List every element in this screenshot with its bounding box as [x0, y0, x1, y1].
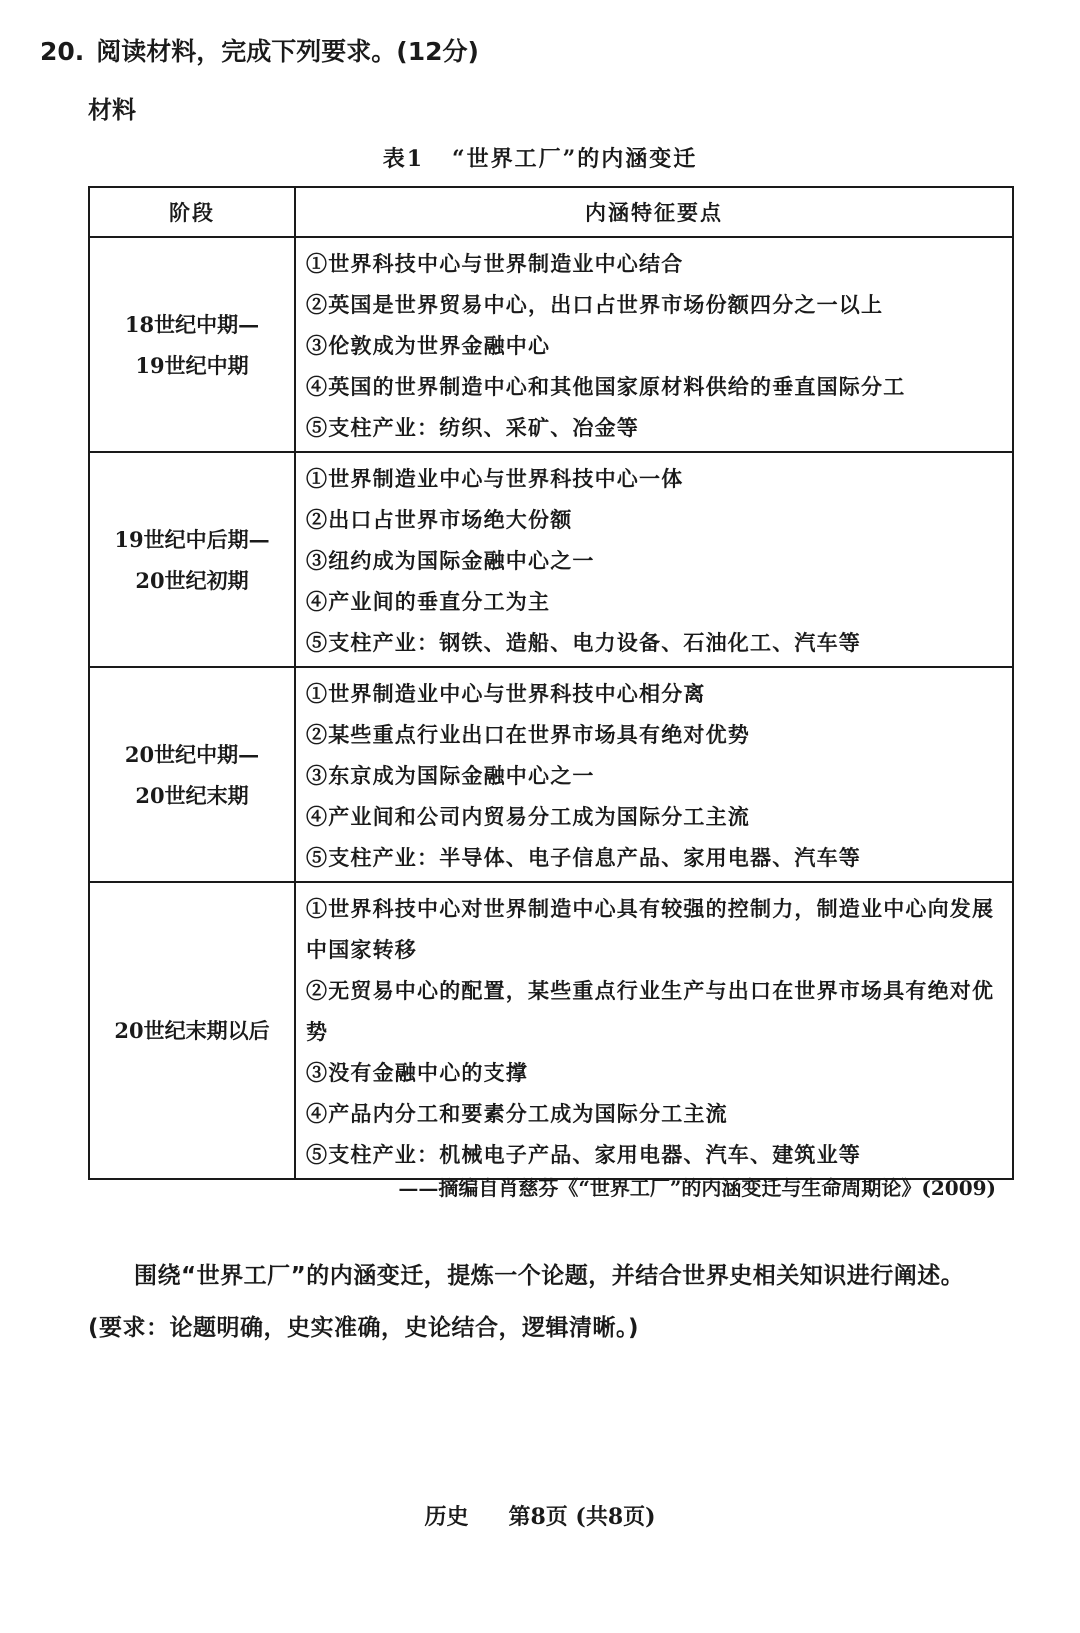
- point-item: ⑤支柱产业：纺织、采矿、冶金等: [306, 415, 639, 440]
- table-caption-label: 表1: [382, 146, 424, 172]
- point-item: ①世界制造业中心与世界科技中心相分离: [306, 681, 706, 706]
- point-item: ②某些重点行业出口在世界市场具有绝对优势: [306, 722, 750, 747]
- point-item: ④英国的世界制造中心和其他国家原材料供给的垂直国际分工: [306, 374, 906, 399]
- stage-line: 20世纪末期以后: [114, 1018, 270, 1043]
- stage-line: 20世纪末期: [135, 782, 249, 808]
- source-citation: ——摘编自肖慈芬《“世界工厂”的内涵变迁与生命周期论》(2009): [398, 1176, 996, 1200]
- point-item: ①世界科技中心与世界制造业中心结合: [306, 251, 684, 276]
- table-row: [89, 882, 1013, 1179]
- point-item: ④产品内分工和要素分工成为国际分工主流: [306, 1101, 728, 1126]
- page-footer: [0, 1500, 1080, 1531]
- point-item: ④产业间的垂直分工为主: [306, 589, 551, 614]
- point-item: ⑤支柱产业：钢铁、造船、电力设备、石油化工、汽车等: [306, 630, 861, 655]
- point-item: ③东京成为国际金融中心之一: [306, 763, 595, 788]
- table-caption-title: “世界工厂”的内涵变迁: [452, 146, 698, 172]
- header-stage: 阶段: [89, 187, 295, 237]
- point-item: ⑤支柱产业：半导体、电子信息产品、家用电器、汽车等: [306, 845, 861, 870]
- table-row: [89, 667, 1013, 882]
- stage-line: 20世纪初期: [135, 567, 249, 593]
- table-row: [89, 452, 1013, 667]
- footer-page-number: 第8页 (共8页): [508, 1504, 656, 1530]
- question-header: [40, 32, 479, 68]
- question-number: 20.: [40, 37, 85, 66]
- point-item: ③纽约成为国际金融中心之一: [306, 548, 595, 573]
- points-cell: [295, 667, 1013, 882]
- stage-cell: [89, 882, 295, 1179]
- footer-subject: 历史: [424, 1504, 469, 1530]
- points-cell: [295, 237, 1013, 452]
- stage-cell: [89, 237, 295, 452]
- point-item: ②英国是世界贸易中心，出口占世界市场份额四分之一以上: [306, 292, 884, 317]
- stage-line: 20世纪中期—: [124, 741, 260, 767]
- stage-cell: [89, 452, 295, 667]
- table-row: [89, 237, 1013, 452]
- stage-cell: [89, 667, 295, 882]
- question-prompt: 围绕“世界工厂”的内涵变迁，提炼一个论题，并结合世界史相关知识进行阐述。(要求：论题明确，史实准确，史论结合，逻辑清晰。): [88, 1263, 965, 1341]
- point-item: ④产业间和公司内贸易分工成为国际分工主流: [306, 804, 750, 829]
- points-cell: [295, 882, 1013, 1179]
- stage-line: 19世纪中后期—: [114, 526, 270, 552]
- point-item: ①世界制造业中心与世界科技中心一体: [306, 466, 684, 491]
- point-item: ③没有金融中心的支撑: [306, 1060, 528, 1085]
- points-cell: [295, 452, 1013, 667]
- point-item: ②出口占世界市场绝大份额: [306, 507, 573, 532]
- material-label: 材料: [88, 96, 136, 124]
- question-instruction: 阅读材料，完成下列要求。(12分): [96, 37, 479, 66]
- stage-line: 19世纪中期: [135, 352, 249, 378]
- table-caption: [0, 142, 1080, 173]
- stage-line: 18世纪中期—: [124, 311, 260, 337]
- point-item: ②无贸易中心的配置，某些重点行业生产与出口在世界市场具有绝对优势: [306, 978, 995, 1044]
- point-item: ③伦敦成为世界金融中心: [306, 333, 551, 358]
- header-points: 内涵特征要点: [295, 187, 1013, 237]
- world-factory-table: [88, 186, 1014, 1180]
- point-item: ⑤支柱产业：机械电子产品、家用电器、汽车、建筑业等: [306, 1142, 861, 1167]
- table-header-row: [89, 187, 1013, 237]
- point-item: ①世界科技中心对世界制造中心具有较强的控制力，制造业中心向发展中国家转移: [306, 896, 995, 962]
